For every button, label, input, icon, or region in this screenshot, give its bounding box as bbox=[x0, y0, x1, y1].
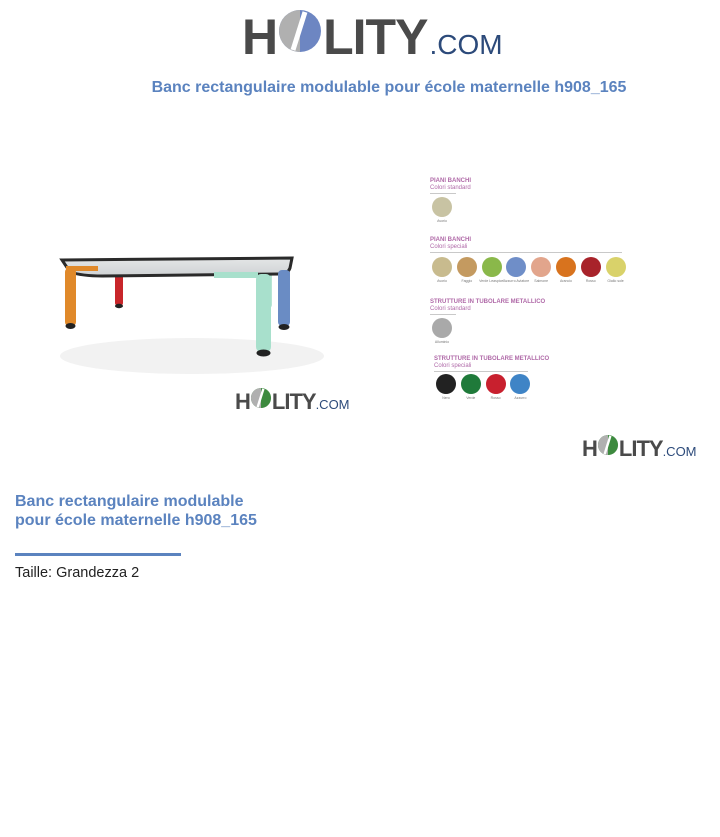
chart-section-subheading: Colori standard bbox=[430, 185, 471, 191]
chart-section-heading: STRUTTURE IN TUBOLARE METALLICO bbox=[434, 356, 550, 362]
color-swatch bbox=[461, 374, 481, 400]
product-size bbox=[15, 565, 139, 581]
swatch-row bbox=[432, 257, 630, 283]
swatch-label: Nero bbox=[442, 396, 450, 400]
swatch-color bbox=[432, 318, 452, 338]
swatch-label: Azzurro bbox=[514, 396, 527, 400]
logo-letter-h: H bbox=[242, 9, 278, 65]
swatch-color bbox=[432, 257, 452, 277]
swatch-label: Avorio bbox=[437, 279, 447, 283]
product-image-logo bbox=[235, 387, 350, 415]
logo-o-icon bbox=[597, 434, 619, 456]
chart-section-top-special bbox=[430, 237, 630, 253]
color-swatch bbox=[503, 257, 530, 283]
swatch-label: Verde bbox=[466, 396, 476, 400]
logo-letters-lity: LITY bbox=[323, 9, 428, 65]
chart-divider bbox=[430, 252, 622, 253]
color-chart-logo bbox=[582, 434, 697, 462]
logo-suffix: .COM bbox=[315, 397, 350, 412]
swatch-color bbox=[486, 374, 506, 394]
swatch-color bbox=[457, 257, 477, 277]
color-swatch bbox=[436, 374, 456, 400]
chart-section-heading: PIANI BANCHI bbox=[430, 237, 472, 243]
chart-section-subheading: Colori standard bbox=[430, 306, 471, 312]
swatch-label: Faggio bbox=[461, 279, 473, 283]
swatch-color bbox=[581, 257, 601, 277]
swatch-label: Alluminio bbox=[434, 340, 450, 344]
chart-section-heading: PIANI BANCHI bbox=[430, 178, 472, 184]
size-value: Grandezza 2 bbox=[56, 565, 140, 581]
chart-section-frame-standard bbox=[430, 299, 630, 315]
site-logo[interactable] bbox=[242, 8, 503, 66]
page-title: Banc rectangulaire modulable pour école maternelle h908_165 bbox=[151, 79, 627, 96]
swatch-label: Giallo sole bbox=[607, 279, 624, 283]
color-swatch bbox=[479, 257, 505, 283]
color-swatch bbox=[510, 374, 530, 400]
chart-section-top-standard bbox=[430, 178, 630, 194]
swatch-color bbox=[510, 374, 530, 394]
swatch-row bbox=[432, 197, 457, 223]
swatch-row bbox=[432, 318, 457, 344]
swatch-color bbox=[556, 257, 576, 277]
chart-divider bbox=[430, 193, 456, 194]
logo-letter-h: H bbox=[582, 436, 597, 461]
swatch-row bbox=[436, 374, 535, 400]
swatch-color bbox=[461, 374, 481, 394]
logo-suffix: .COM bbox=[429, 29, 503, 60]
logo-suffix: .COM bbox=[662, 444, 697, 459]
logo-letters-lity: LITY bbox=[618, 436, 663, 461]
color-swatch bbox=[581, 257, 601, 283]
product-image[interactable] bbox=[42, 228, 324, 380]
color-swatch bbox=[457, 257, 477, 283]
swatch-label: Avorio bbox=[437, 219, 447, 223]
size-label: Taille: bbox=[15, 565, 53, 581]
swatch-label: Rosso bbox=[490, 396, 501, 400]
swatch-color bbox=[531, 257, 551, 277]
product-title: Banc rectangulaire modulable pour école maternelle h908_165 bbox=[15, 493, 257, 529]
swatch-label: Verde Leaspicel bbox=[479, 279, 505, 283]
swatch-label: Rosso bbox=[585, 279, 596, 283]
chart-section-subheading: Colori speciali bbox=[434, 363, 472, 369]
swatch-label: Salmone bbox=[534, 279, 549, 283]
chart-divider bbox=[434, 371, 528, 372]
color-swatch bbox=[432, 257, 452, 283]
color-swatch bbox=[432, 318, 452, 344]
logo-letters-lity: LITY bbox=[271, 389, 316, 414]
chart-section-subheading: Colori speciali bbox=[430, 244, 468, 250]
chart-section-frame-special bbox=[434, 356, 634, 372]
swatch-color bbox=[432, 197, 452, 217]
logo-letter-h: H bbox=[235, 389, 250, 414]
swatch-color bbox=[436, 374, 456, 394]
color-swatch bbox=[606, 257, 626, 283]
title-underline bbox=[15, 553, 181, 556]
color-swatch bbox=[531, 257, 551, 283]
swatch-label: Arancio bbox=[560, 279, 572, 283]
logo-o-icon bbox=[250, 387, 272, 409]
logo-o-icon bbox=[277, 8, 323, 54]
swatch-color bbox=[506, 257, 526, 277]
swatch-label: Azzurro Aviatore bbox=[503, 279, 530, 283]
chart-divider bbox=[430, 314, 456, 315]
color-swatch bbox=[432, 197, 452, 223]
color-swatch bbox=[556, 257, 576, 283]
chart-section-heading: STRUTTURE IN TUBOLARE METALLICO bbox=[430, 299, 546, 305]
swatch-color bbox=[482, 257, 502, 277]
color-swatch bbox=[486, 374, 506, 400]
swatch-color bbox=[606, 257, 626, 277]
